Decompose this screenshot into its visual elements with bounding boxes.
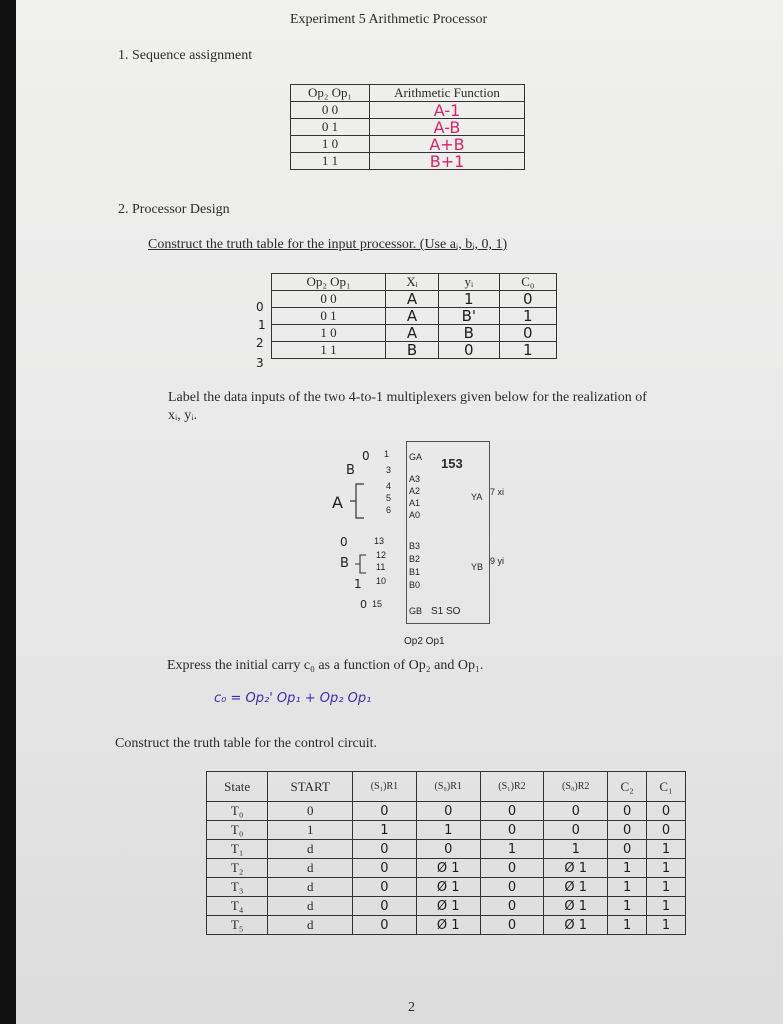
ct-cell: 0 — [416, 840, 480, 859]
table-row — [272, 342, 557, 359]
ct-cell: Ø 1 — [416, 859, 480, 878]
ip-op: 0 1 — [272, 308, 386, 325]
ct-state: T₁ — [207, 840, 268, 859]
pin-number: 1 — [384, 449, 390, 459]
ct-cell: 0 — [608, 840, 647, 859]
pin-a2: A2 — [409, 486, 421, 496]
ct-state: T₅ — [207, 916, 268, 935]
ct-state: T₀ — [207, 821, 268, 840]
pin-number: 15 — [372, 599, 383, 609]
ip-y: B' — [439, 308, 500, 325]
pin-number: 4 — [386, 481, 392, 491]
ct-cell: Ø 1 — [544, 859, 608, 878]
pin-number: 12 — [376, 550, 387, 560]
table-row — [207, 859, 686, 878]
pin-b2: B2 — [409, 554, 421, 564]
ip-y: B — [439, 325, 500, 342]
ct-start: 0 — [268, 802, 353, 821]
ct-header-c1: C₁ — [647, 772, 686, 802]
table-row — [207, 897, 686, 916]
seq-function: B+1 — [370, 153, 525, 170]
chip-number: 153 — [441, 456, 463, 471]
ct-cell: 0 — [353, 878, 417, 897]
ct-header-c2: C₂ — [608, 772, 647, 802]
hw-input-b3: 0 — [340, 535, 348, 549]
table-row — [272, 325, 557, 342]
ct-cell: 1 — [416, 821, 480, 840]
mux-chip-153 — [406, 441, 490, 624]
ip-y: 0 — [439, 342, 500, 359]
seq-header-op: Op₂ Op₁ — [291, 85, 370, 102]
row-mark: 3 — [256, 356, 264, 370]
yb-output: 9 yi — [490, 556, 505, 566]
row-mark: 2 — [256, 336, 264, 350]
ct-cell: Ø 1 — [416, 916, 480, 935]
ip-c: 0 — [499, 325, 556, 342]
ct-cell: 0 — [353, 840, 417, 859]
page-number: 2 — [408, 1000, 415, 1015]
ct-start: d — [268, 859, 353, 878]
ip-header-c: C₀ — [499, 274, 556, 291]
table-row — [272, 291, 557, 308]
hw-input-a-group: A — [332, 493, 343, 512]
control-instruction: Construct the truth table for the control circuit. — [115, 736, 378, 751]
ct-state: T₄ — [207, 897, 268, 916]
ct-cell: 0 — [544, 802, 608, 821]
sequence-table — [290, 84, 525, 170]
input-processor-instruction: Construct the truth table for the input processor. (Use aᵢ, bᵢ, 0, 1) — [148, 237, 508, 252]
carry-answer: c₀ = Op₂' Op₁ + Op₂ Op₁ — [214, 691, 372, 706]
pin-number: 11 — [376, 562, 386, 572]
ip-x: A — [386, 308, 439, 325]
ct-cell: 1 — [647, 859, 686, 878]
table-row — [207, 821, 686, 840]
ct-cell: 1 — [608, 878, 647, 897]
ct-cell: 0 — [353, 897, 417, 916]
input-processor-table — [271, 273, 557, 359]
hw-input-b2b1: B — [340, 556, 349, 571]
pin-number: 10 — [376, 576, 387, 586]
ip-header-op: Op₂ Op₁ — [272, 274, 386, 291]
ip-x: A — [386, 325, 439, 342]
ct-cell: 0 — [353, 802, 417, 821]
seq-function: A-B — [370, 119, 525, 136]
ct-cell: 1 — [353, 821, 417, 840]
ip-op: 1 0 — [272, 325, 386, 342]
ct-start: d — [268, 840, 353, 859]
ct-cell: 1 — [647, 840, 686, 859]
table-row — [272, 308, 557, 325]
ct-state: T₂ — [207, 859, 268, 878]
ct-cell: 1 — [480, 840, 544, 859]
pin-select: S1 SO — [431, 606, 461, 617]
table-row — [291, 136, 525, 153]
pin-gb: GB — [409, 606, 423, 616]
ct-header-s0r2: (S₀)R2 — [544, 772, 608, 802]
seq-op: 0 1 — [291, 119, 370, 136]
table-row — [207, 878, 686, 897]
page-title: Experiment 5 Arithmetic Processor — [290, 12, 488, 27]
pin-number: 13 — [374, 536, 385, 546]
ct-start: 1 — [268, 821, 353, 840]
table-row — [291, 119, 525, 136]
table-row — [207, 840, 686, 859]
pin-ga: GA — [409, 452, 423, 462]
hw-input-a3: B — [346, 463, 355, 478]
ct-cell: Ø 1 — [544, 916, 608, 935]
row-mark: 0 — [256, 300, 264, 314]
row-mark: 1 — [258, 318, 266, 332]
ip-y: 1 — [439, 291, 500, 308]
seq-op: 1 1 — [291, 153, 370, 170]
ct-cell: 0 — [480, 821, 544, 840]
ip-op: 1 1 — [272, 342, 386, 359]
hw-input-b0: 1 — [354, 577, 362, 591]
ct-start: d — [268, 878, 353, 897]
pin-number: 5 — [386, 493, 392, 503]
ct-cell: 0 — [353, 916, 417, 935]
ct-state: T₃ — [207, 878, 268, 897]
ct-header-s1r1: (S₁)R1 — [353, 772, 417, 802]
ct-cell: 0 — [480, 802, 544, 821]
ip-op: 0 0 — [272, 291, 386, 308]
ct-cell: 0 — [544, 821, 608, 840]
ct-cell: 1 — [647, 878, 686, 897]
hw-input-ga: 0 — [362, 449, 370, 463]
pin-number: 3 — [386, 465, 392, 475]
ct-start: d — [268, 916, 353, 935]
ct-cell: 0 — [353, 859, 417, 878]
ct-cell: 0 — [480, 897, 544, 916]
ct-cell: Ø 1 — [544, 897, 608, 916]
seq-header-function: Arithmetic Function — [370, 85, 525, 102]
ip-x: B — [386, 342, 439, 359]
ct-cell: 0 — [480, 916, 544, 935]
ct-header-s1r2: (S₁)R2 — [480, 772, 544, 802]
ct-cell: 0 — [480, 878, 544, 897]
pin-a0: A0 — [409, 510, 421, 520]
pin-a3: A3 — [409, 474, 421, 484]
table-row — [291, 153, 525, 170]
ct-cell: Ø 1 — [544, 878, 608, 897]
mux-instruction: Label the data inputs of the two 4-to-1 multiplexers given below for the realization of xᵢ, yᵢ. — [168, 390, 647, 423]
section1-heading: 1. Sequence assignment — [118, 48, 253, 63]
paper-sheet — [16, 0, 783, 1024]
pin-a1: A1 — [409, 498, 421, 508]
ip-c: 1 — [499, 342, 556, 359]
table-row — [291, 102, 525, 119]
ya-output: 7 xi — [490, 487, 505, 497]
ct-cell: Ø 1 — [416, 897, 480, 916]
seq-function: A-1 — [370, 102, 525, 119]
ct-cell: Ø 1 — [416, 878, 480, 897]
ct-start: d — [268, 897, 353, 916]
pin-b0: B0 — [409, 580, 421, 590]
select-labels: Op2 Op1 — [404, 636, 445, 647]
ct-header-state: State — [207, 772, 268, 802]
pin-yb: YB — [471, 562, 484, 572]
hw-input-gb: 0 — [360, 598, 367, 611]
ct-cell: 1 — [608, 897, 647, 916]
ct-state: T₀ — [207, 802, 268, 821]
ct-cell: 1 — [647, 897, 686, 916]
ip-c: 1 — [499, 308, 556, 325]
seq-op: 1 0 — [291, 136, 370, 153]
ct-header-s0r1: (S₀)R1 — [416, 772, 480, 802]
ip-c: 0 — [499, 291, 556, 308]
ct-cell: 1 — [608, 859, 647, 878]
seq-op: 0 0 — [291, 102, 370, 119]
ip-header-x: Xᵢ — [386, 274, 439, 291]
ip-header-y: yᵢ — [439, 274, 500, 291]
pin-number: 6 — [386, 505, 392, 515]
pin-b3: B3 — [409, 541, 421, 551]
ct-cell: 0 — [416, 802, 480, 821]
seq-function: A+B — [370, 136, 525, 153]
ct-cell: 1 — [608, 916, 647, 935]
ct-header-start: START — [268, 772, 353, 802]
ct-cell: 0 — [480, 859, 544, 878]
table-row — [207, 916, 686, 935]
ct-cell: 1 — [647, 916, 686, 935]
control-table — [206, 771, 686, 935]
ip-x: A — [386, 291, 439, 308]
ct-cell: 0 — [608, 821, 647, 840]
table-row — [207, 802, 686, 821]
ct-cell: 0 — [647, 821, 686, 840]
brace-a — [348, 482, 368, 522]
ct-cell: 1 — [544, 840, 608, 859]
brace-b — [354, 553, 368, 577]
ct-cell: 0 — [647, 802, 686, 821]
pin-b1: B1 — [409, 567, 421, 577]
carry-instruction: Express the initial carry c₀ as a function of Op₂ and Op₁. — [167, 658, 484, 673]
ct-cell: 0 — [608, 802, 647, 821]
pin-ya: YA — [471, 492, 483, 502]
section2-heading: 2. Processor Design — [118, 202, 230, 217]
